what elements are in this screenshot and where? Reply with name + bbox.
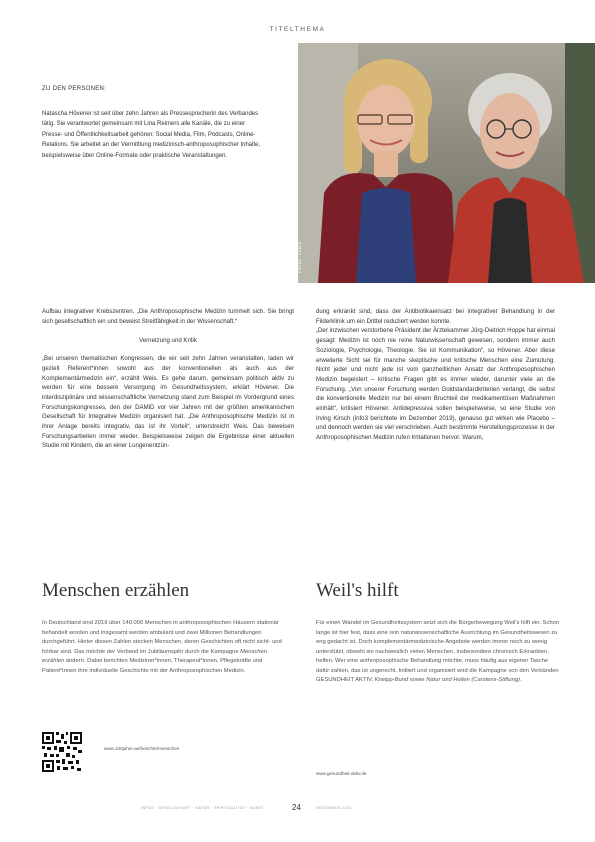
article-column-left (42, 307, 294, 451)
article-paragraph: dung erkrankt sind, dass der Antibiotikaeinsatz bei integrativer Behandlung in der Filderklinik um ein Drittel reduziert werden konnte. (316, 308, 555, 325)
link-menschen[interactable]: www.100jahre.ae/berichte/menschen (104, 746, 180, 751)
photo-credit: FOTOS: DAMID (298, 241, 302, 273)
article-paragraph: „Der inzwischen verstorbene Präsident der Ärztekammer Jörg-Dietrich Hoppe hat einmal gesagt: Medizin ist noch nie reine Naturwissenschaft gewesen, sondern immer auch Soziologie, Psychologie, Theologie. Sie ist Kommunikation“, so Hövener. Aber diese erweiterte Sicht sei für manche skeptische und kritische Menschen eine Zumutung. Nicht jeder und nicht jede ist vom ganzheitlichen Ansatz der Anthroposophischen Medizin begeistert – kritische Fragen gibt es immer wieder, darunter viele an die Forschung. „Von unserer Forschung werden Goldstandardkriterien verlangt, die selbst die konventionelle Medizin nur bei einem Bruchteil der medikamentösen Maßnahmen einhält“, kritisiert Hövener. Antidepressiva sollen beispielsweise, so eine Studie von Irving Kirsch (info3 berichtete im Dezember 2019), genauso gut wirken wie Placebo – und dennoch werden sie viel verschrieben. Auch bestimmte Herstellungsprozesse in der Anthroposophischen Medizin rufen Irritationen hervor. Warum, (316, 327, 555, 442)
article-paragraph: „Bei unseren thematischen Kongressen, die wir seit zehn Jahren veranstalten, laden wir gezielt Referent*innen sowohl aus der konventionellen als auch aus der Komplementärmedizin ein“, erzählt Weis. Es gehe darum, gemeinsam politisch aktiv zu werden für eine bessere Versorgung im Gesundheitssystem, erklärt Hövener. Die interdisziplinäre und wissenschaftliche Vernetzung stand zum Beispiel im Vordergrund eines Forschungskongresses, den der DAMiD vor vier Jahren mit der größten amerikanischen Gesellschaft für Integrative Medizin organisiert hat. „Die Anthroposophische Medizin ist in ihrer Anlage bereits integrativ, das ist ihr Vorteil“, unterstreicht Weis. Das beweisen Forschungsarbeiten immer wieder. Beispielsweise zeigen die Ergebnisse einer aktuellen Studie mit Kindern, die an einer Lungenentzün- (42, 355, 294, 450)
box-title-menschen: Menschen erzählen (42, 580, 190, 601)
page-number: 24 (292, 803, 301, 812)
persons-info (42, 86, 262, 161)
box-title-weils-hilft: Weil's hilft (316, 580, 399, 601)
qr-code[interactable] (42, 732, 82, 772)
article-paragraph: Aufbau integrativer Krebszentren. „Die Anthroposophische Medizin tummelt sich. Sie bringt sich gesellschaftlich ein und beweist Streitfähigkeit in der Wissenschaft.“ (42, 308, 294, 325)
link-gesundheit-aktiv[interactable]: www.gesundheit-aktiv.de (316, 771, 367, 776)
persons-heading: ZU DEN PERSONEN: (42, 86, 107, 92)
footer-date: NOVEMBER 2021 (316, 806, 353, 810)
persons-text: Natascha Hövener ist seit über zehn Jahren als Pressesprecherin des Verbandes tätig. Sie verantwortet gemeinsam mit Lina Reimers alle Kanäle, die zu einer Presse- und Öffentlichkeitsarbeit gehören: Social Media, Film, Podcasts, Online-Relations. Sie arbeitet an der Vermittlung medizinisch-anthroposophischer Inhalte, beispielsweise über Online-Formate oder praktische Veranstaltungen. (42, 111, 261, 159)
portrait-photo (298, 43, 595, 283)
footer-magazine: INFO3 · GESELLSCHAFT · NATUR · SPIRITUALITÄT · KUNST (141, 806, 265, 810)
article-subheading: Vernetzung und Kritik (139, 337, 197, 345)
section-label: TITELTHEMA (269, 26, 326, 33)
box-text-menschen: In Deutschland sind 2019 über 140.000 Menschen in anthroposophischen Häusern stationär behandelt worden und insgesamt werden ambulant und zwei Millionen Behandlungen durchgeführt. Hinter diesen Zahlen stecken Menschen, deren Geschichten oft nicht sicht- und hörbar sind. Das möchte der Verband im Jubiläumsjahr durch die Kampagne Menschen erzählen ändern. Dabei berichten Mediziner*innen, Therapeut*innen, Pflegekräfte und Patient*innen ihre individuelle Geschichte mit der Anthroposophischen Medizin. (42, 620, 282, 674)
article-column-right (316, 307, 555, 443)
box-text-weils-hilft: Für einen Wandel im Gesundheitssystem setzt sich die Bürgerbewegung Weil's hilft ein. Schon lange ist hier fest, dass eine rein naturwissenschaftliche Ausrichtung im Gesundheitswesen zu eng gedacht ist. Doch komplementärmedizinische Angebote werden immer noch zu wenig unterstützt, obwohl sie nachweislich vielen Menschen, insbesondere chronisch Erkrankten, helfen. Wer eine anthroposophische Behandlung möchte, muss häufig aus eigener Tasche dafür zahlen, das ist ungerecht. Initiiert und organisiert wird die Kampagne von den Verbänden GESUNDHEIT AKTIV, Kneipp-Bund sowie Natur und Heilen (Carstens-Stiftung). (316, 620, 560, 683)
